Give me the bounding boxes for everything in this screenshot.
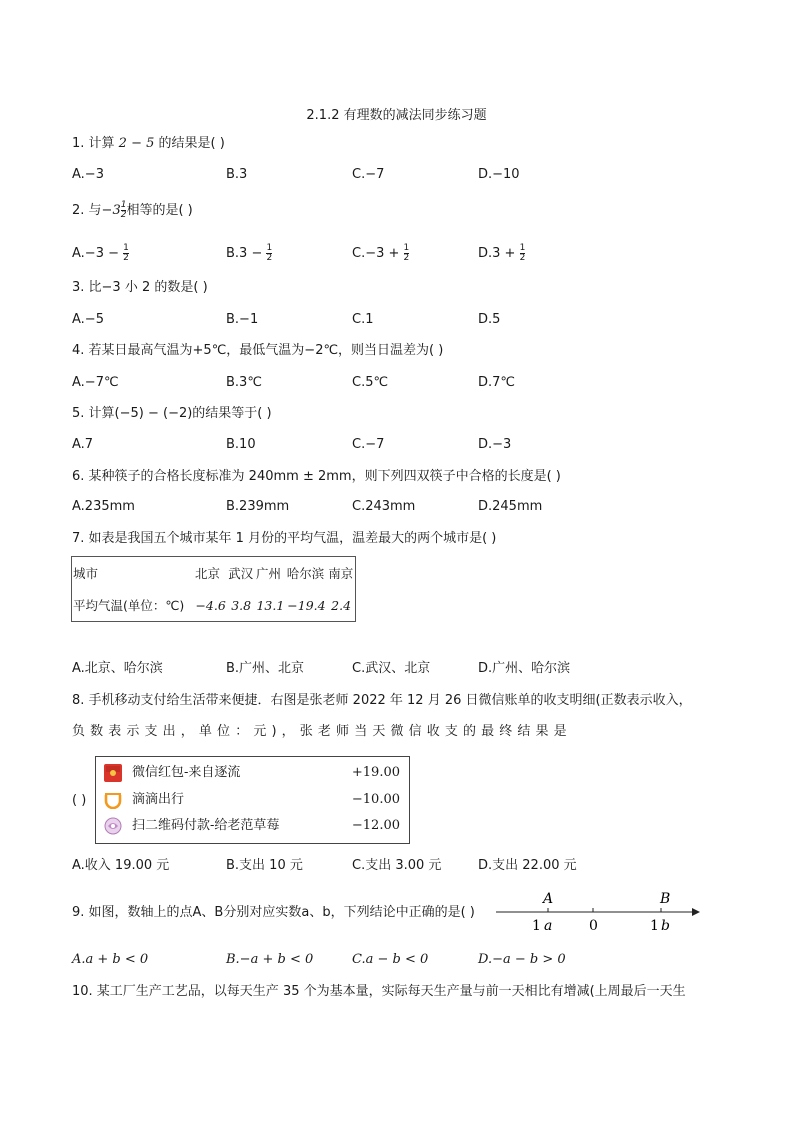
option-c[interactable]: C.−7 <box>352 437 385 452</box>
fraction-denominator: 2 <box>519 253 526 263</box>
qr-pay-icon <box>104 817 122 835</box>
point-b-label: B <box>660 891 671 907</box>
question-4: 4. 若某日最高气温为+5℃，最低气温为−2℃，则当日温差为( ) <box>72 343 444 358</box>
fraction-numerator: 1 <box>519 243 526 253</box>
red-envelope-icon <box>104 764 122 782</box>
option-a[interactable]: A.北京、哈尔滨 <box>72 661 163 676</box>
bill-row-label: 扫二维码付款-给老范草莓 <box>132 818 280 833</box>
option-c[interactable]: C.1 <box>352 312 374 327</box>
option-a[interactable]: A.235mm <box>72 499 135 514</box>
question-1-suffix: 的结果是( ) <box>154 136 225 151</box>
bill-row-amount: −12.00 <box>351 818 400 833</box>
table-cell: −4.6 <box>195 597 226 613</box>
table-cell: 武汉 <box>228 566 254 581</box>
option-d[interactable]: D.−10 <box>478 167 520 182</box>
option-c[interactable]: C.支出 3.00 元 <box>352 858 442 873</box>
tick-label: 1 <box>650 918 659 934</box>
table-cell: 南京 <box>328 566 354 581</box>
wechat-bill <box>95 756 410 844</box>
fraction <box>520 244 526 263</box>
question-10: 10. 某工厂生产工艺品，以每天生产 35 个为基本量，实际每天生产量与前一天相比有增减(上周最后一天生 <box>72 984 686 999</box>
fraction <box>404 244 410 263</box>
temperature-table <box>71 556 356 622</box>
bill-row-label: 滴滴出行 <box>132 792 185 807</box>
table-cell: 北京 <box>195 566 221 581</box>
question-7-options <box>72 660 732 678</box>
option-a[interactable]: A.−7℃ <box>72 375 119 390</box>
option-c-text: C.−3 + <box>352 246 404 261</box>
fraction <box>123 244 129 263</box>
bill-row <box>104 789 404 811</box>
fraction-numerator: 1 <box>403 243 410 253</box>
question-2-prefix: 2. 与 <box>72 203 102 218</box>
table-cell: 广州 <box>256 566 282 581</box>
didi-icon <box>104 791 122 809</box>
bill-row-amount: −10.00 <box>351 792 400 807</box>
option-a[interactable] <box>72 244 129 263</box>
question-1-options <box>72 166 732 184</box>
question-1-expression: 2 − 5 <box>118 136 155 151</box>
option-a[interactable]: A.7 <box>72 437 94 452</box>
option-a[interactable]: A.−3 <box>72 167 104 182</box>
question-8-line-2: 负 数 表 示 支 出 ， 单 位 ： 元 ) ， 张 老 师 当 天 微 信 收 支 的 最 终 结 果 是 <box>72 724 568 739</box>
question-4-options <box>72 374 732 392</box>
question-2-options <box>72 244 732 262</box>
option-d-text: D.3 + <box>478 246 520 261</box>
tick-label: 1 <box>532 918 541 934</box>
option-c[interactable]: C.5℃ <box>352 375 389 390</box>
option-c[interactable]: C.a − b < 0 <box>352 952 429 967</box>
option-d[interactable]: D.广州、哈尔滨 <box>478 661 571 676</box>
bill-row <box>104 815 404 837</box>
table-row <box>72 589 356 622</box>
fraction-numerator: 1 <box>266 243 273 253</box>
question-5: 5. 计算(−5) − (−2)的结果等于( ) <box>72 406 272 421</box>
question-9-options <box>72 951 732 969</box>
option-a[interactable]: A.−5 <box>72 312 104 327</box>
number-line <box>496 886 701 938</box>
option-b[interactable]: B.10 <box>226 437 256 452</box>
page-title: 2.1.2 有理数的减法同步练习题 <box>306 108 487 123</box>
table-cell: 3.8 <box>231 597 252 613</box>
table-header-row <box>72 557 356 590</box>
bill-row <box>104 762 404 784</box>
number-line-arrow <box>692 908 700 916</box>
question-8-line-1: 8. 手机移动支付给生活带来便捷．右图是张老师 2022 年 12 月 26 日微信账单的收支明细(正数表示收入， <box>72 693 692 708</box>
option-a-text: A.−3 − <box>72 246 124 261</box>
option-d[interactable]: D.245mm <box>478 499 543 514</box>
tick-label: b <box>661 918 670 934</box>
fraction-denominator: 2 <box>123 253 129 263</box>
question-6-options <box>72 498 732 516</box>
fraction <box>266 244 272 263</box>
question-7: 7. 如表是我国五个城市某年 1 月份的平均气温，温差最大的两个城市是( ) <box>72 531 497 546</box>
question-3-options <box>72 311 732 329</box>
question-2-suffix: 相等的是( ) <box>126 203 193 218</box>
bill-row-amount: +19.00 <box>351 765 400 780</box>
table-cell: −19.4 <box>287 597 326 613</box>
tick-label: 0 <box>589 918 598 934</box>
option-d[interactable]: D.5 <box>478 312 501 327</box>
question-6: 6. 某种筷子的合格长度标准为 240mm ± 2mm，则下列四双筷子中合格的长度是( ) <box>72 469 561 484</box>
question-9: 9. 如图，数轴上的点A、B分别对应实数a、b，下列结论中正确的是( ) <box>72 905 475 920</box>
option-b[interactable]: B.3 <box>226 167 248 182</box>
option-d[interactable]: D.支出 22.00 元 <box>478 858 577 873</box>
option-b-text: B.3 − <box>226 246 267 261</box>
question-8-options <box>72 857 732 875</box>
question-1 <box>72 135 225 153</box>
question-3: 3. 比−3 小 2 的数是( ) <box>72 280 208 295</box>
table-cell: 2.4 <box>331 597 352 613</box>
bill-row-label: 微信红包-来自逐流 <box>132 765 241 780</box>
table-cell: 13.1 <box>256 597 285 613</box>
mixed-number-whole: −3 <box>101 203 121 218</box>
option-b[interactable]: B.−a + b < 0 <box>226 952 314 967</box>
tick-label: a <box>544 918 553 934</box>
option-b[interactable]: B.广州、北京 <box>226 661 305 676</box>
option-c[interactable]: C.武汉、北京 <box>352 661 431 676</box>
option-d[interactable]: D.−3 <box>478 437 512 452</box>
option-b[interactable] <box>226 244 272 263</box>
table-cell: 平均气温(单位：℃) <box>73 598 185 613</box>
question-1-prefix: 1. 计算 <box>72 136 119 151</box>
question-5-options <box>72 436 732 454</box>
table-cell: 城市 <box>73 566 99 581</box>
option-a[interactable]: A.a + b < 0 <box>72 952 149 967</box>
option-d[interactable] <box>478 244 525 263</box>
point-a-label: A <box>543 891 554 907</box>
question-8-answer-paren: ( ) <box>72 793 87 808</box>
fraction-denominator: 2 <box>266 253 273 263</box>
option-b[interactable]: B.−1 <box>226 312 259 327</box>
option-d[interactable]: D.7℃ <box>478 375 516 390</box>
fraction-numerator: 1 <box>120 200 127 210</box>
option-c[interactable] <box>352 244 409 263</box>
option-b[interactable]: B.239mm <box>226 499 290 514</box>
option-a[interactable]: A.收入 19.00 元 <box>72 858 170 873</box>
option-c[interactable]: C.−7 <box>352 167 385 182</box>
table-cell: 哈尔滨 <box>286 566 325 581</box>
question-2 <box>72 201 193 220</box>
option-b[interactable]: B.3℃ <box>226 375 262 390</box>
fraction-denominator: 2 <box>120 210 127 220</box>
option-d[interactable]: D.−a − b > 0 <box>478 952 566 967</box>
option-b[interactable]: B.支出 10 元 <box>226 858 303 873</box>
option-c[interactable]: C.243mm <box>352 499 416 514</box>
fraction-denominator: 2 <box>403 253 410 263</box>
fraction-numerator: 1 <box>123 243 129 253</box>
